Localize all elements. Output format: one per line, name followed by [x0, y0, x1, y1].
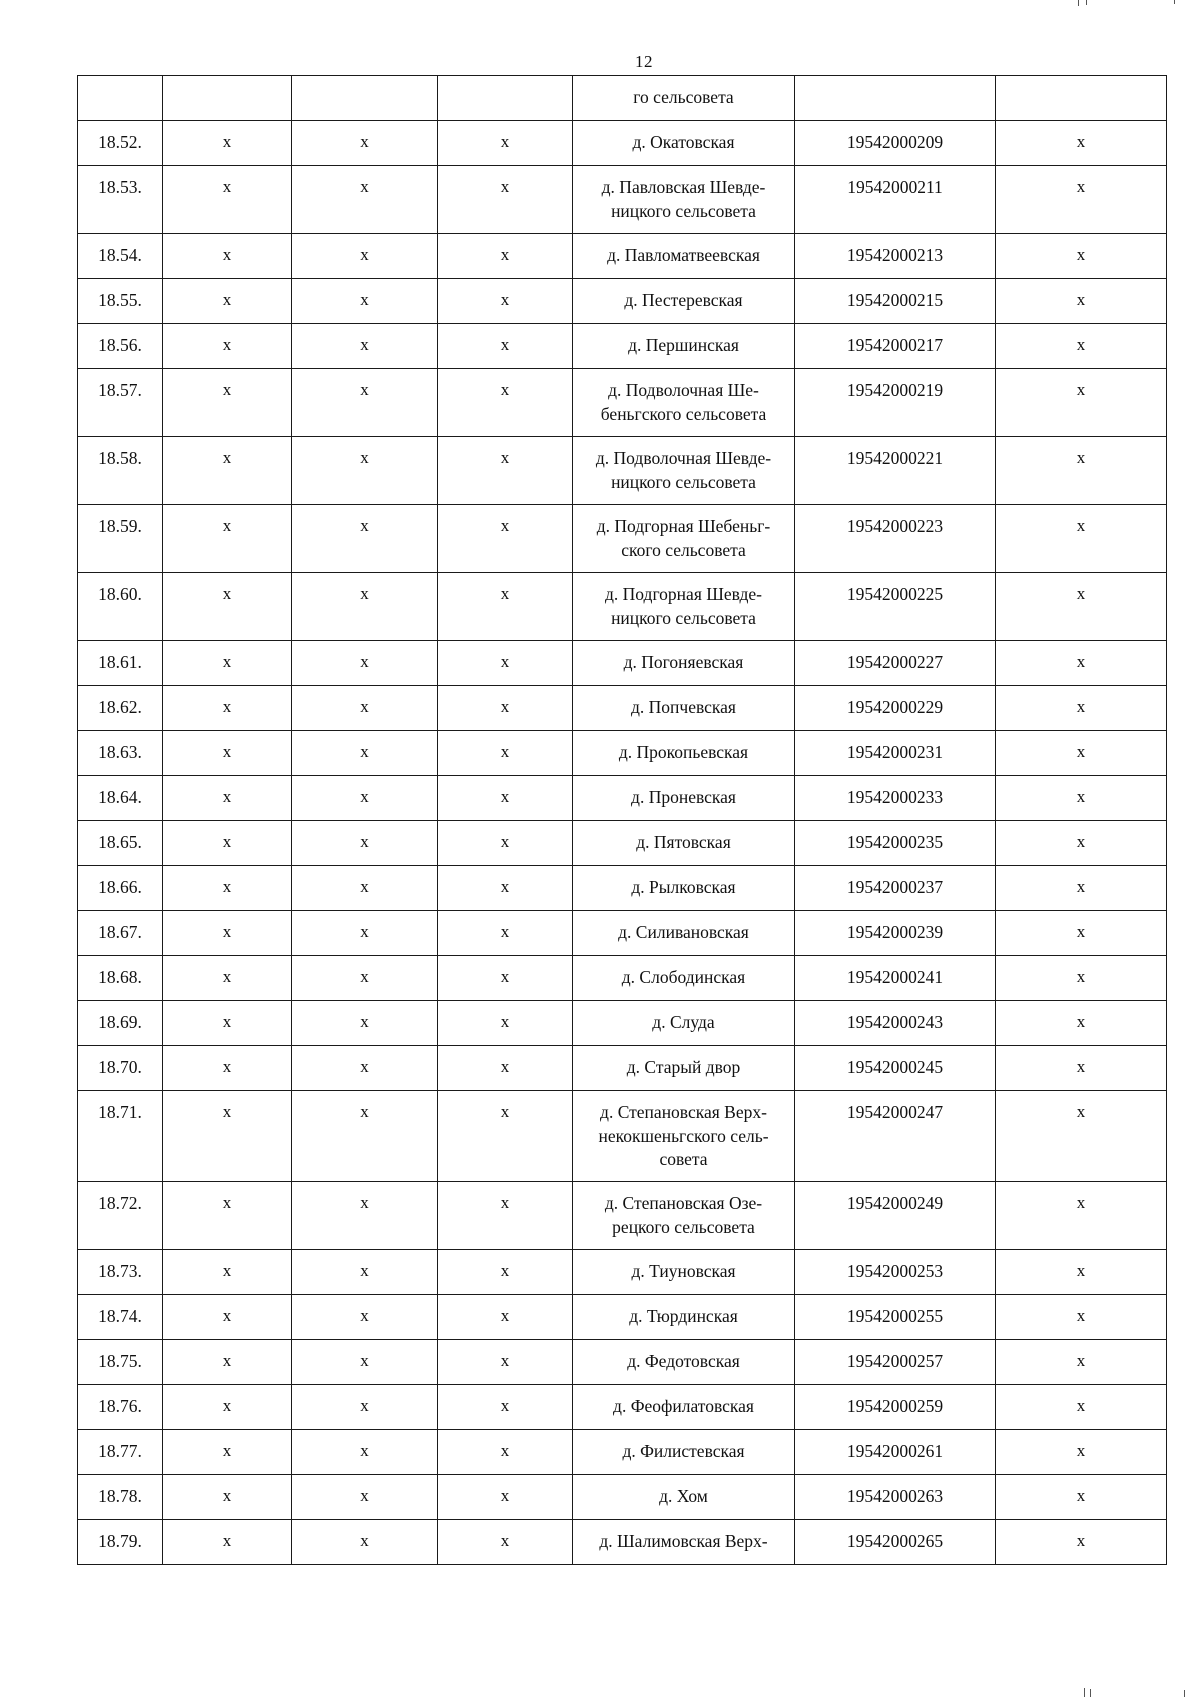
column-2-cell: х — [292, 911, 438, 956]
scan-artifact — [1174, 0, 1175, 4]
column-7-cell: х — [996, 1001, 1167, 1046]
page-number: 12 — [635, 52, 653, 71]
oktmo-code-cell: 19542000239 — [795, 911, 996, 956]
settlement-name-cell: д. Подгорная Шевде-ницкого сельсовета — [573, 573, 795, 641]
column-7-cell: х — [996, 324, 1167, 369]
column-3-cell: х — [438, 956, 573, 1001]
column-3-cell: х — [438, 731, 573, 776]
column-3-cell: х — [438, 1182, 573, 1250]
row-number-cell: 18.55. — [78, 279, 163, 324]
column-7-cell: х — [996, 911, 1167, 956]
settlement-name-cell: го сельсовета — [573, 76, 795, 121]
oktmo-code-cell: 19542000235 — [795, 821, 996, 866]
column-1-cell: х — [163, 121, 292, 166]
column-2-cell: х — [292, 686, 438, 731]
column-7-cell: х — [996, 1091, 1167, 1182]
column-1-cell: х — [163, 1475, 292, 1520]
settlement-name-cell: д. Павловская Шевде-ницкого сельсовета — [573, 166, 795, 234]
row-number-cell: 18.71. — [78, 1091, 163, 1182]
oktmo-code-cell: 19542000213 — [795, 234, 996, 279]
column-3-cell: х — [438, 437, 573, 505]
settlement-name-cell: д. Слободинская — [573, 956, 795, 1001]
table-row — [78, 505, 1167, 573]
settlement-name-cell: д. Феофилатовская — [573, 1385, 795, 1430]
column-7-cell: х — [996, 776, 1167, 821]
column-1-cell — [163, 76, 292, 121]
column-2-cell: х — [292, 1046, 438, 1091]
row-number-cell: 18.61. — [78, 641, 163, 686]
column-3-cell: х — [438, 1046, 573, 1091]
column-1-cell: х — [163, 324, 292, 369]
column-2-cell: х — [292, 731, 438, 776]
column-3-cell: х — [438, 911, 573, 956]
table-row — [78, 1250, 1167, 1295]
settlement-name-cell: д. Слуда — [573, 1001, 795, 1046]
scan-artifact — [1184, 1690, 1185, 1697]
table-row — [78, 1475, 1167, 1520]
column-7-cell — [996, 76, 1167, 121]
column-2-cell: х — [292, 505, 438, 573]
column-3-cell: х — [438, 866, 573, 911]
column-3-cell: х — [438, 166, 573, 234]
column-7-cell: х — [996, 1520, 1167, 1565]
scan-artifact — [1078, 0, 1079, 6]
settlement-name-cell: д. Степановская Озе-рецкого сельсовета — [573, 1182, 795, 1250]
oktmo-code-cell: 19542000255 — [795, 1295, 996, 1340]
settlement-name-cell: д. Силивановская — [573, 911, 795, 956]
settlement-name-cell: д. Подволочная Ше-беньгского сельсовета — [573, 369, 795, 437]
column-2-cell: х — [292, 1091, 438, 1182]
settlement-name-cell: д. Першинская — [573, 324, 795, 369]
column-1-cell: х — [163, 1340, 292, 1385]
column-2-cell: х — [292, 1385, 438, 1430]
column-2-cell: х — [292, 279, 438, 324]
column-1-cell: х — [163, 956, 292, 1001]
settlement-name-cell: д. Попчевская — [573, 686, 795, 731]
column-1-cell: х — [163, 1295, 292, 1340]
column-1-cell: х — [163, 437, 292, 505]
settlement-name-cell: д. Рылковская — [573, 866, 795, 911]
row-number-cell: 18.65. — [78, 821, 163, 866]
column-1-cell: х — [163, 866, 292, 911]
oktmo-code-cell: 19542000221 — [795, 437, 996, 505]
oktmo-code-cell: 19542000217 — [795, 324, 996, 369]
scan-artifact — [1090, 1689, 1091, 1697]
column-1-cell: х — [163, 1182, 292, 1250]
column-3-cell: х — [438, 279, 573, 324]
column-1-cell: х — [163, 1385, 292, 1430]
column-2-cell: х — [292, 324, 438, 369]
oktmo-code-cell: 19542000247 — [795, 1091, 996, 1182]
column-2-cell: х — [292, 1340, 438, 1385]
table-row — [78, 76, 1167, 121]
table-row — [78, 731, 1167, 776]
table-row — [78, 866, 1167, 911]
table-row — [78, 1430, 1167, 1475]
settlement-name-cell: д. Подволочная Шевде-ницкого сельсовета — [573, 437, 795, 505]
column-2-cell: х — [292, 437, 438, 505]
oktmo-code-cell: 19542000257 — [795, 1340, 996, 1385]
column-3-cell — [438, 76, 573, 121]
row-number-cell: 18.67. — [78, 911, 163, 956]
row-number-cell: 18.78. — [78, 1475, 163, 1520]
column-7-cell: х — [996, 1475, 1167, 1520]
column-1-cell: х — [163, 821, 292, 866]
column-1-cell: х — [163, 686, 292, 731]
oktmo-code-cell: 19542000225 — [795, 573, 996, 641]
column-7-cell: х — [996, 686, 1167, 731]
row-number-cell: 18.76. — [78, 1385, 163, 1430]
oktmo-code-cell: 19542000249 — [795, 1182, 996, 1250]
settlements-table — [77, 75, 1167, 1565]
table-row — [78, 324, 1167, 369]
settlement-name-cell: д. Филистевская — [573, 1430, 795, 1475]
table-row — [78, 1182, 1167, 1250]
row-number-cell: 18.68. — [78, 956, 163, 1001]
row-number-cell: 18.64. — [78, 776, 163, 821]
table-row — [78, 1520, 1167, 1565]
column-7-cell: х — [996, 1430, 1167, 1475]
table-row — [78, 911, 1167, 956]
row-number-cell: 18.52. — [78, 121, 163, 166]
column-3-cell: х — [438, 821, 573, 866]
column-7-cell: х — [996, 821, 1167, 866]
column-7-cell: х — [996, 731, 1167, 776]
settlement-name-cell: д. Пятовская — [573, 821, 795, 866]
settlement-name-cell: д. Погоняевская — [573, 641, 795, 686]
column-3-cell: х — [438, 1475, 573, 1520]
settlement-name-cell: д. Проневская — [573, 776, 795, 821]
column-1-cell: х — [163, 1001, 292, 1046]
table-row — [78, 121, 1167, 166]
column-7-cell: х — [996, 437, 1167, 505]
settlement-name-cell: д. Пестеревская — [573, 279, 795, 324]
settlement-name-cell: д. Шалимовская Верх- — [573, 1520, 795, 1565]
table-row — [78, 1046, 1167, 1091]
oktmo-code-cell: 19542000261 — [795, 1430, 996, 1475]
column-7-cell: х — [996, 234, 1167, 279]
column-2-cell: х — [292, 369, 438, 437]
oktmo-code-cell: 19542000233 — [795, 776, 996, 821]
table-row — [78, 1340, 1167, 1385]
row-number-cell — [78, 76, 163, 121]
table-row — [78, 1001, 1167, 1046]
scan-artifact — [1086, 0, 1087, 5]
row-number-cell: 18.74. — [78, 1295, 163, 1340]
table-row — [78, 369, 1167, 437]
row-number-cell: 18.62. — [78, 686, 163, 731]
column-3-cell: х — [438, 686, 573, 731]
settlement-name-cell: д. Степановская Верх-некокшеньгского сель-совета — [573, 1091, 795, 1182]
column-2-cell: х — [292, 1295, 438, 1340]
oktmo-code-cell: 19542000215 — [795, 279, 996, 324]
row-number-cell: 18.60. — [78, 573, 163, 641]
table-row — [78, 776, 1167, 821]
oktmo-code-cell: 19542000209 — [795, 121, 996, 166]
column-3-cell: х — [438, 505, 573, 573]
row-number-cell: 18.69. — [78, 1001, 163, 1046]
column-1-cell: х — [163, 1250, 292, 1295]
column-7-cell: х — [996, 505, 1167, 573]
oktmo-code-cell: 19542000223 — [795, 505, 996, 573]
column-1-cell: х — [163, 166, 292, 234]
table-row — [78, 821, 1167, 866]
column-7-cell: х — [996, 641, 1167, 686]
column-3-cell: х — [438, 234, 573, 279]
table-row — [78, 437, 1167, 505]
column-7-cell: х — [996, 1250, 1167, 1295]
oktmo-code-cell: 19542000227 — [795, 641, 996, 686]
oktmo-code-cell: 19542000219 — [795, 369, 996, 437]
oktmo-code-cell: 19542000229 — [795, 686, 996, 731]
column-7-cell: х — [996, 1295, 1167, 1340]
oktmo-code-cell: 19542000237 — [795, 866, 996, 911]
column-2-cell: х — [292, 573, 438, 641]
column-7-cell: х — [996, 866, 1167, 911]
table-row — [78, 166, 1167, 234]
column-7-cell: х — [996, 573, 1167, 641]
settlement-name-cell: д. Окатовская — [573, 121, 795, 166]
row-number-cell: 18.73. — [78, 1250, 163, 1295]
column-2-cell: х — [292, 166, 438, 234]
row-number-cell: 18.54. — [78, 234, 163, 279]
column-3-cell: х — [438, 573, 573, 641]
column-3-cell: х — [438, 776, 573, 821]
row-number-cell: 18.63. — [78, 731, 163, 776]
settlement-name-cell: д. Подгорная Шебеньг-ского сельсовета — [573, 505, 795, 573]
column-7-cell: х — [996, 369, 1167, 437]
row-number-cell: 18.59. — [78, 505, 163, 573]
column-2-cell: х — [292, 1520, 438, 1565]
column-3-cell: х — [438, 369, 573, 437]
column-3-cell: х — [438, 1295, 573, 1340]
column-2-cell: х — [292, 121, 438, 166]
column-1-cell: х — [163, 279, 292, 324]
settlement-name-cell: д. Тюрдинская — [573, 1295, 795, 1340]
table-row — [78, 573, 1167, 641]
column-3-cell: х — [438, 1520, 573, 1565]
column-3-cell: х — [438, 1430, 573, 1475]
table-row — [78, 686, 1167, 731]
table-row — [78, 641, 1167, 686]
column-7-cell: х — [996, 956, 1167, 1001]
column-2-cell: х — [292, 1475, 438, 1520]
settlement-name-cell: д. Хом — [573, 1475, 795, 1520]
column-3-cell: х — [438, 1340, 573, 1385]
oktmo-code-cell: 19542000241 — [795, 956, 996, 1001]
oktmo-code-cell: 19542000265 — [795, 1520, 996, 1565]
column-1-cell: х — [163, 641, 292, 686]
oktmo-code-cell: 19542000259 — [795, 1385, 996, 1430]
oktmo-code-cell — [795, 76, 996, 121]
column-2-cell: х — [292, 1430, 438, 1475]
column-7-cell: х — [996, 279, 1167, 324]
row-number-cell: 18.57. — [78, 369, 163, 437]
column-3-cell: х — [438, 324, 573, 369]
column-2-cell: х — [292, 821, 438, 866]
column-3-cell: х — [438, 121, 573, 166]
scan-artifact — [1084, 1688, 1085, 1697]
column-1-cell: х — [163, 776, 292, 821]
column-7-cell: х — [996, 1385, 1167, 1430]
row-number-cell: 18.66. — [78, 866, 163, 911]
column-3-cell: х — [438, 1091, 573, 1182]
settlement-name-cell: д. Павломатвеевская — [573, 234, 795, 279]
column-1-cell: х — [163, 731, 292, 776]
column-7-cell: х — [996, 166, 1167, 234]
column-1-cell: х — [163, 911, 292, 956]
row-number-cell: 18.75. — [78, 1340, 163, 1385]
column-1-cell: х — [163, 1520, 292, 1565]
oktmo-code-cell: 19542000211 — [795, 166, 996, 234]
row-number-cell: 18.72. — [78, 1182, 163, 1250]
column-2-cell: х — [292, 1182, 438, 1250]
column-2-cell: х — [292, 776, 438, 821]
settlement-name-cell: д. Прокопьевская — [573, 731, 795, 776]
column-3-cell: х — [438, 1250, 573, 1295]
table-row — [78, 956, 1167, 1001]
settlement-name-cell: д. Тиуновская — [573, 1250, 795, 1295]
column-7-cell: х — [996, 1340, 1167, 1385]
oktmo-code-cell: 19542000245 — [795, 1046, 996, 1091]
row-number-cell: 18.53. — [78, 166, 163, 234]
column-7-cell: х — [996, 1182, 1167, 1250]
column-2-cell: х — [292, 234, 438, 279]
column-7-cell: х — [996, 121, 1167, 166]
column-1-cell: х — [163, 573, 292, 641]
row-number-cell: 18.79. — [78, 1520, 163, 1565]
table-row — [78, 234, 1167, 279]
oktmo-code-cell: 19542000263 — [795, 1475, 996, 1520]
column-7-cell: х — [996, 1046, 1167, 1091]
table-row — [78, 1295, 1167, 1340]
column-1-cell: х — [163, 505, 292, 573]
column-2-cell — [292, 76, 438, 121]
row-number-cell: 18.58. — [78, 437, 163, 505]
column-3-cell: х — [438, 641, 573, 686]
table-body — [78, 76, 1167, 1565]
oktmo-code-cell: 19542000253 — [795, 1250, 996, 1295]
column-2-cell: х — [292, 641, 438, 686]
row-number-cell: 18.70. — [78, 1046, 163, 1091]
row-number-cell: 18.77. — [78, 1430, 163, 1475]
column-3-cell: х — [438, 1001, 573, 1046]
column-1-cell: х — [163, 234, 292, 279]
table-row — [78, 1091, 1167, 1182]
table-row — [78, 279, 1167, 324]
column-2-cell: х — [292, 866, 438, 911]
column-2-cell: х — [292, 956, 438, 1001]
oktmo-code-cell: 19542000231 — [795, 731, 996, 776]
table-row — [78, 1385, 1167, 1430]
column-1-cell: х — [163, 1046, 292, 1091]
oktmo-code-cell: 19542000243 — [795, 1001, 996, 1046]
settlement-name-cell: д. Старый двор — [573, 1046, 795, 1091]
row-number-cell: 18.56. — [78, 324, 163, 369]
column-2-cell: х — [292, 1250, 438, 1295]
column-1-cell: х — [163, 1430, 292, 1475]
settlement-name-cell: д. Федотовская — [573, 1340, 795, 1385]
column-1-cell: х — [163, 1091, 292, 1182]
column-3-cell: х — [438, 1385, 573, 1430]
column-2-cell: х — [292, 1001, 438, 1046]
column-1-cell: х — [163, 369, 292, 437]
